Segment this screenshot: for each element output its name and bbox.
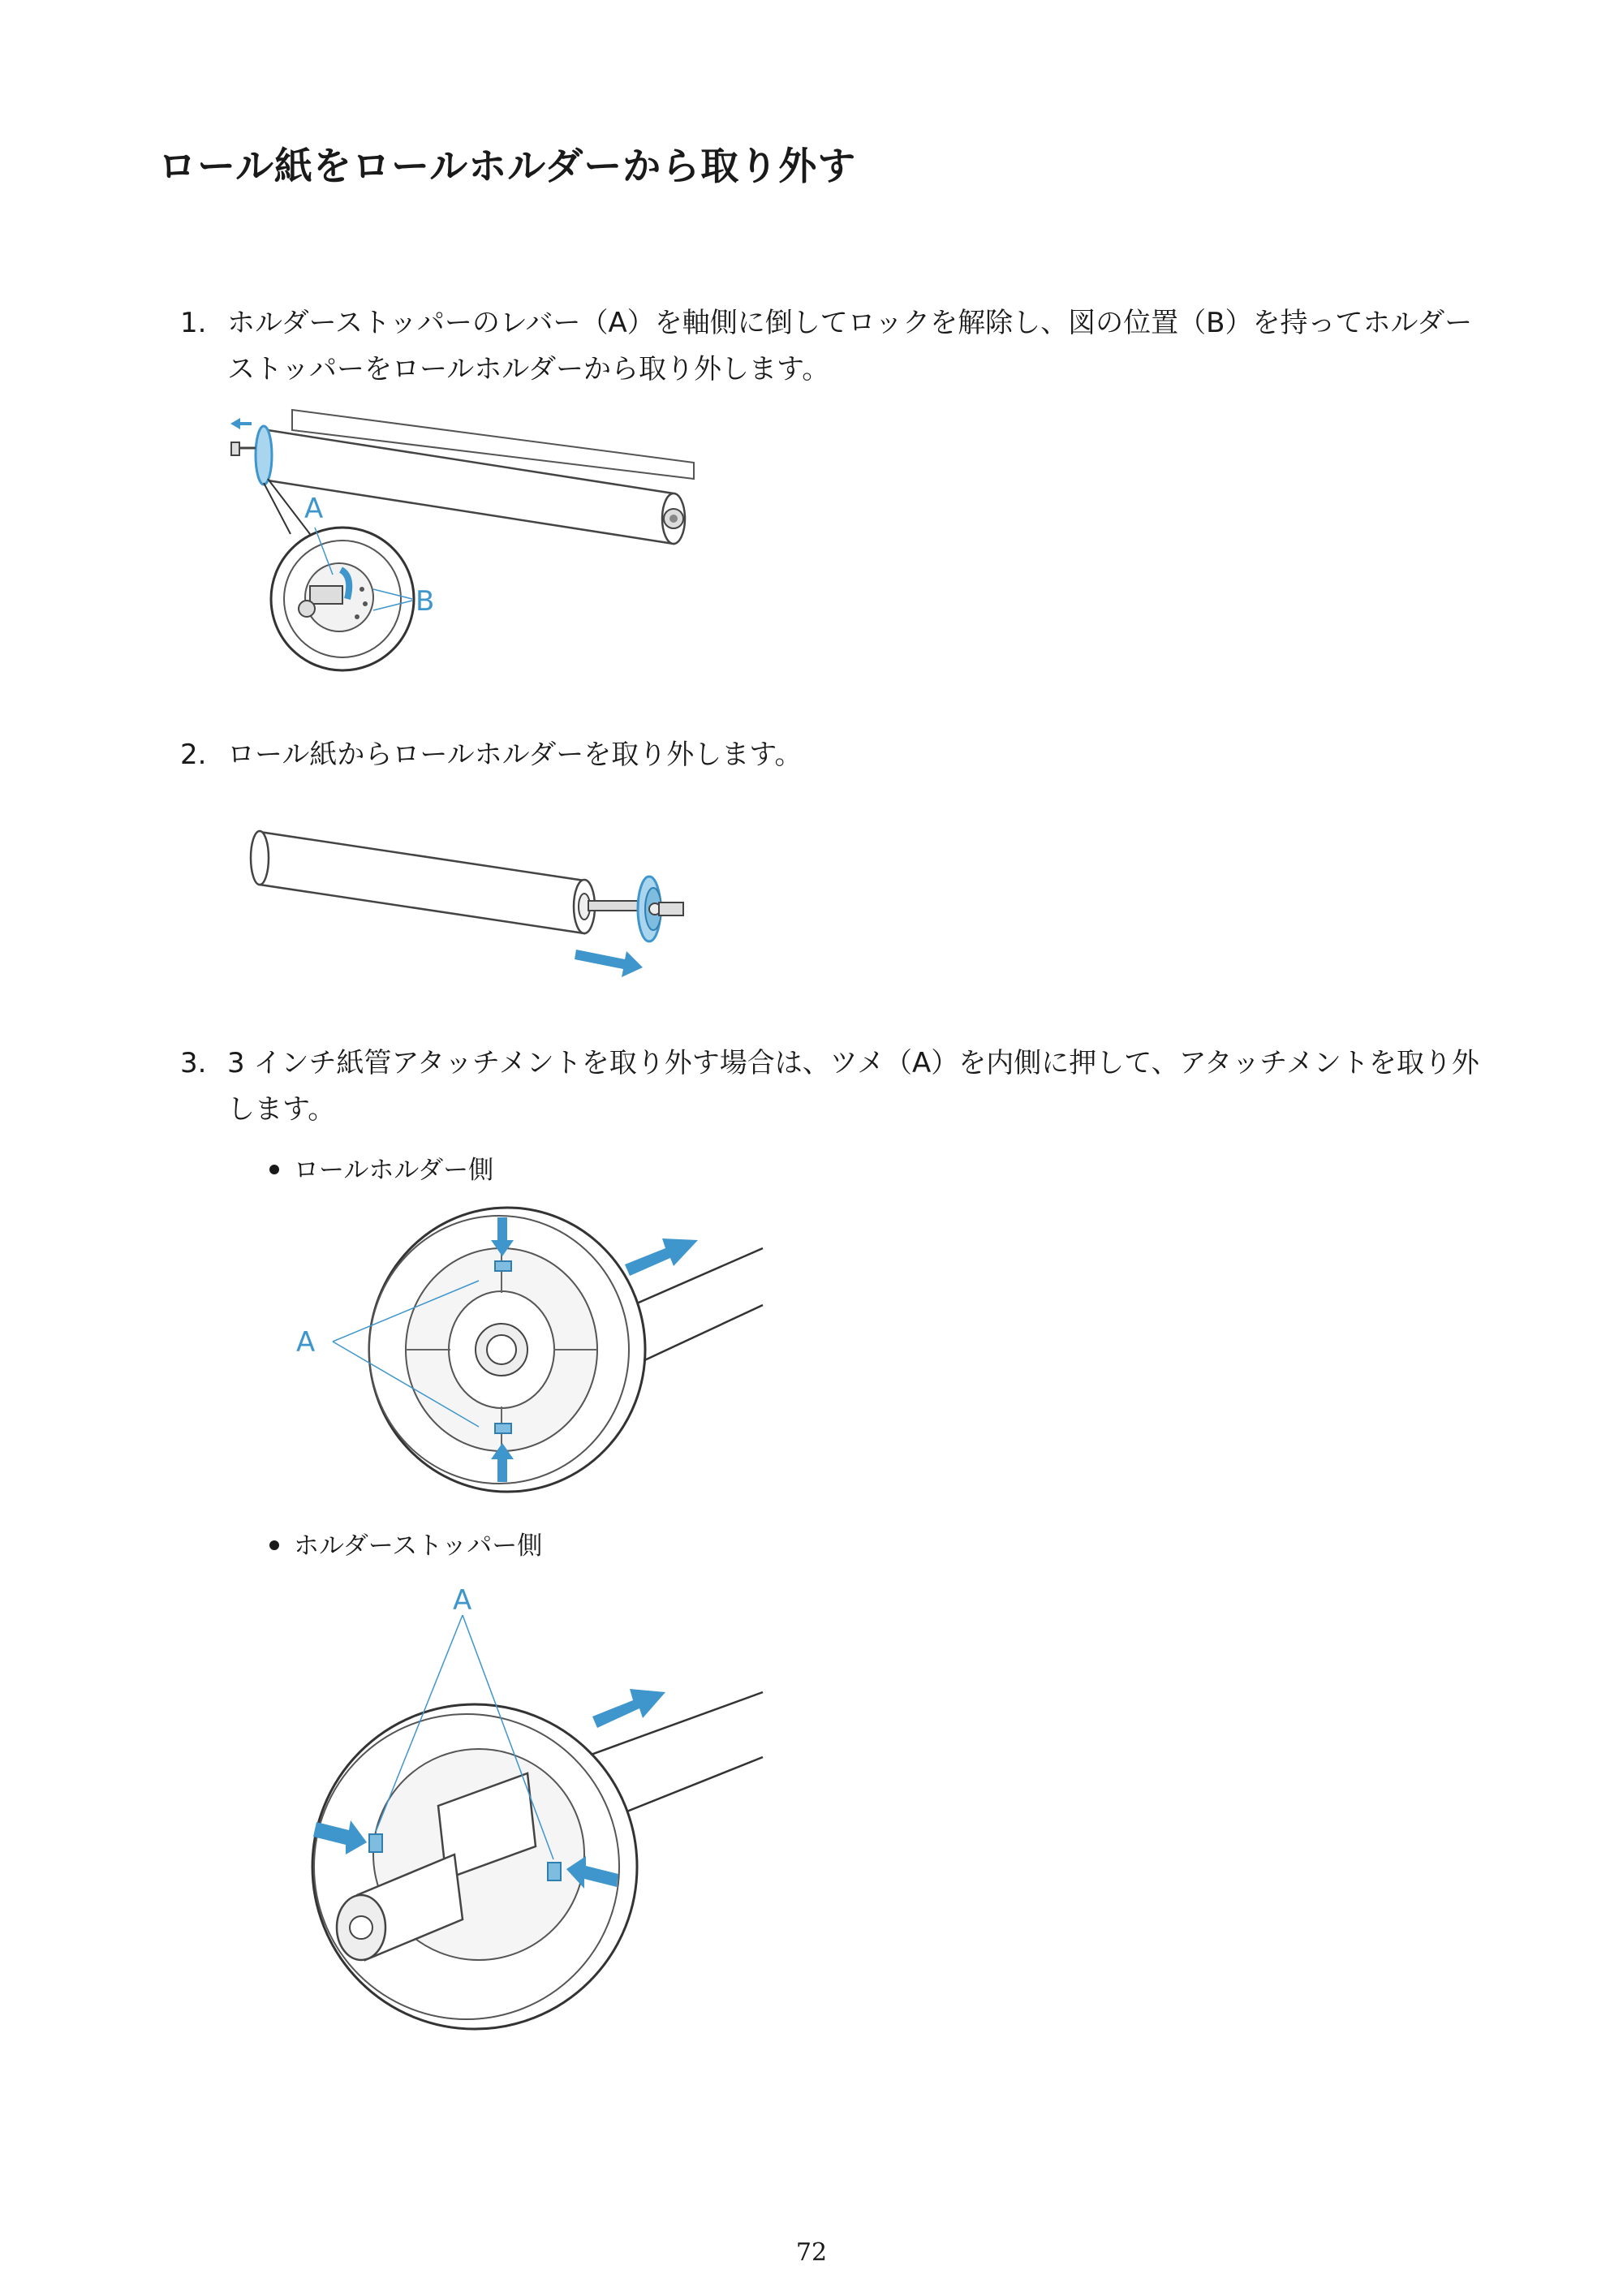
step-2 (180, 732, 1495, 778)
label-a: A (304, 493, 324, 525)
bullet-text: ロールホルダー側 (294, 1156, 494, 1185)
bullet-dot (269, 1165, 279, 1174)
bullet-text: ホルダーストッパー側 (294, 1531, 543, 1561)
step-text: 3 インチ紙管アタッチメントを取り外す場合は、ツメ（A）を内側に押して、アタッチメントを取り外します。 (227, 1047, 1479, 1126)
figure-roll-holder-side (292, 1200, 779, 1500)
step-text: ホルダーストッパーのレバー（A）を軸側に倒してロックを解除し、図の位置（B）を持ってホルダーストッパーをロールホルダーから取り外します。 (227, 307, 1473, 386)
step-number: 1. (180, 307, 207, 339)
page-title: ロール紙をロールホルダーから取り外す (158, 144, 857, 189)
step-3 (180, 1040, 1495, 1133)
bullet-roll-holder-side (269, 1154, 493, 1187)
step-text: ロール紙からロールホルダーを取り外します。 (227, 739, 803, 771)
step-1 (180, 300, 1495, 393)
page-number: 72 (795, 2238, 828, 2267)
step-number: 2. (180, 739, 207, 771)
figure-holder-stopper-side (292, 1579, 779, 2049)
label-a: A (296, 1326, 316, 1359)
step-number: 3. (180, 1047, 207, 1079)
bullet-dot (269, 1540, 279, 1550)
figure-remove-roll-holder (243, 812, 698, 990)
figure-remove-holder-stopper (219, 398, 722, 682)
label-a: A (453, 1584, 472, 1617)
label-b: B (415, 585, 435, 618)
bullet-holder-stopper-side (269, 1530, 542, 1562)
